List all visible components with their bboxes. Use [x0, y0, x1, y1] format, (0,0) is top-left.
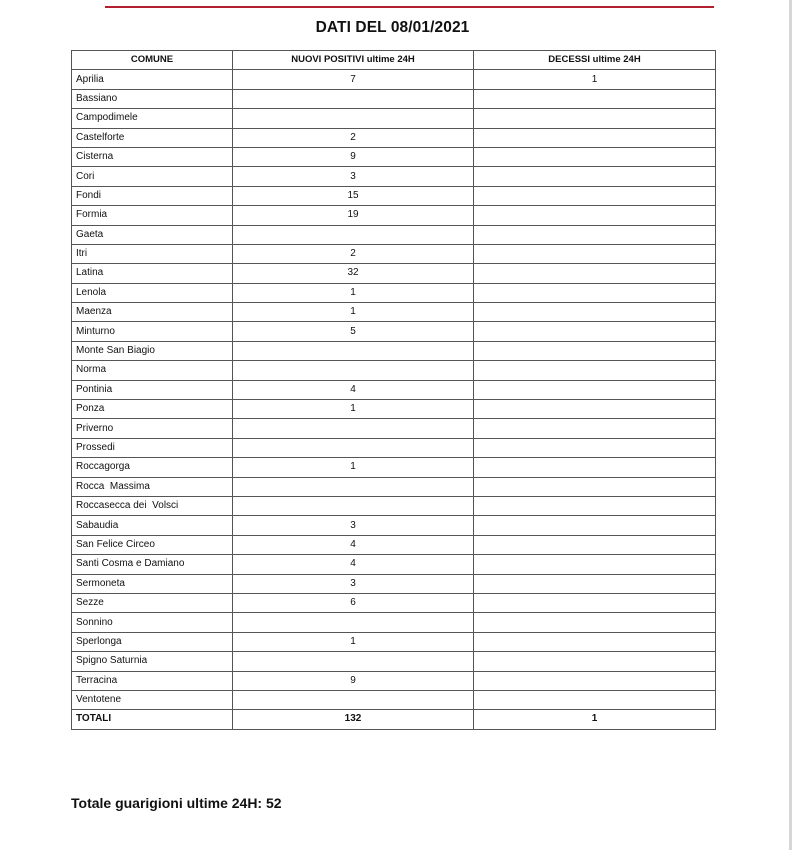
nuovi-positivi-cell: 15 [233, 186, 474, 205]
nuovi-positivi-cell [233, 690, 474, 709]
nuovi-positivi-cell: 7 [233, 70, 474, 89]
comune-cell: Formia [72, 206, 233, 225]
comune-cell: Monte San Biagio [72, 341, 233, 360]
totals-label: TOTALI [72, 710, 233, 729]
nuovi-positivi-cell [233, 361, 474, 380]
comune-cell: Ponza [72, 400, 233, 419]
table-row [72, 613, 716, 632]
nuovi-positivi-cell: 4 [233, 555, 474, 574]
decessi-cell [474, 264, 716, 283]
nuovi-positivi-cell [233, 419, 474, 438]
comune-cell: Aprilia [72, 70, 233, 89]
comune-cell: Cori [72, 167, 233, 186]
decessi-cell [474, 419, 716, 438]
comune-cell: Roccasecca dei Volsci [72, 496, 233, 515]
decessi-cell [474, 574, 716, 593]
comune-cell: Priverno [72, 419, 233, 438]
nuovi-positivi-cell [233, 89, 474, 108]
decessi-cell [474, 477, 716, 496]
nuovi-positivi-cell: 1 [233, 458, 474, 477]
nuovi-positivi-cell: 6 [233, 593, 474, 612]
comune-cell: Spigno Saturnia [72, 652, 233, 671]
decessi-cell [474, 535, 716, 554]
table-row [72, 400, 716, 419]
decessi-cell [474, 671, 716, 690]
totals-decessi: 1 [474, 710, 716, 729]
nuovi-positivi-cell [233, 438, 474, 457]
comune-cell: Prossedi [72, 438, 233, 457]
decessi-cell [474, 496, 716, 515]
comune-cell: San Felice Circeo [72, 535, 233, 554]
nuovi-positivi-cell: 5 [233, 322, 474, 341]
decessi-cell [474, 186, 716, 205]
nuovi-positivi-cell [233, 225, 474, 244]
column-header-nuovi-positivi: NUOVI POSITIVI ultime 24H [233, 51, 474, 70]
table-row [72, 70, 716, 89]
header-rule [105, 6, 714, 8]
decessi-cell [474, 555, 716, 574]
nuovi-positivi-cell: 32 [233, 264, 474, 283]
table-row [72, 496, 716, 515]
nuovi-positivi-cell [233, 652, 474, 671]
nuovi-positivi-cell: 4 [233, 380, 474, 399]
table-row [72, 632, 716, 651]
covid-data-table [71, 50, 716, 730]
table-row [72, 361, 716, 380]
decessi-cell [474, 283, 716, 302]
comune-cell: Terracina [72, 671, 233, 690]
comune-cell: Sezze [72, 593, 233, 612]
nuovi-positivi-cell: 2 [233, 244, 474, 263]
nuovi-positivi-cell: 3 [233, 167, 474, 186]
nuovi-positivi-cell: 1 [233, 283, 474, 302]
decessi-cell [474, 380, 716, 399]
table-row [72, 516, 716, 535]
column-header-comune: COMUNE [72, 51, 233, 70]
table-row [72, 593, 716, 612]
table-row [72, 555, 716, 574]
recovered-summary: Totale guarigioni ultime 24H: 52 [71, 795, 282, 811]
decessi-cell [474, 361, 716, 380]
table-row [72, 264, 716, 283]
nuovi-positivi-cell [233, 477, 474, 496]
nuovi-positivi-cell [233, 341, 474, 360]
table-header-row [72, 51, 716, 70]
comune-cell: Sabaudia [72, 516, 233, 535]
comune-cell: Norma [72, 361, 233, 380]
table-row [72, 671, 716, 690]
table-row [72, 186, 716, 205]
decessi-cell [474, 225, 716, 244]
nuovi-positivi-cell: 3 [233, 516, 474, 535]
comune-cell: Rocca Massima [72, 477, 233, 496]
decessi-cell [474, 244, 716, 263]
column-header-decessi: DECESSI ultime 24H [474, 51, 716, 70]
nuovi-positivi-cell: 3 [233, 574, 474, 593]
table-row [72, 535, 716, 554]
table-row [72, 438, 716, 457]
totals-row [72, 710, 716, 729]
decessi-cell [474, 206, 716, 225]
table-row [72, 458, 716, 477]
table-row [72, 147, 716, 166]
decessi-cell [474, 147, 716, 166]
decessi-cell [474, 613, 716, 632]
nuovi-positivi-cell: 9 [233, 147, 474, 166]
decessi-cell [474, 690, 716, 709]
decessi-cell [474, 341, 716, 360]
decessi-cell [474, 593, 716, 612]
comune-cell: Roccagorga [72, 458, 233, 477]
nuovi-positivi-cell: 4 [233, 535, 474, 554]
table-row [72, 244, 716, 263]
decessi-cell [474, 167, 716, 186]
comune-cell: Sonnino [72, 613, 233, 632]
table-row [72, 380, 716, 399]
table-row [72, 322, 716, 341]
comune-cell: Itri [72, 244, 233, 263]
table-row [72, 167, 716, 186]
table-row [72, 109, 716, 128]
table-row [72, 128, 716, 147]
table-row [72, 89, 716, 108]
nuovi-positivi-cell: 9 [233, 671, 474, 690]
table-row [72, 341, 716, 360]
nuovi-positivi-cell: 1 [233, 400, 474, 419]
table-row [72, 690, 716, 709]
comune-cell: Santi Cosma e Damiano [72, 555, 233, 574]
nuovi-positivi-cell: 1 [233, 303, 474, 322]
decessi-cell [474, 89, 716, 108]
comune-cell: Gaeta [72, 225, 233, 244]
table-row [72, 283, 716, 302]
decessi-cell [474, 128, 716, 147]
nuovi-positivi-cell [233, 613, 474, 632]
comune-cell: Lenola [72, 283, 233, 302]
decessi-cell [474, 109, 716, 128]
table-row [72, 574, 716, 593]
totals-nuovi-positivi: 132 [233, 710, 474, 729]
decessi-cell [474, 322, 716, 341]
nuovi-positivi-cell: 2 [233, 128, 474, 147]
table-row [72, 477, 716, 496]
table-row [72, 225, 716, 244]
comune-cell: Cisterna [72, 147, 233, 166]
nuovi-positivi-cell: 1 [233, 632, 474, 651]
decessi-cell [474, 516, 716, 535]
decessi-cell [474, 652, 716, 671]
table-row [72, 206, 716, 225]
comune-cell: Pontinia [72, 380, 233, 399]
nuovi-positivi-cell [233, 109, 474, 128]
page-title: DATI DEL 08/01/2021 [315, 19, 470, 36]
comune-cell: Ventotene [72, 690, 233, 709]
comune-cell: Maenza [72, 303, 233, 322]
decessi-cell [474, 632, 716, 651]
comune-cell: Campodimele [72, 109, 233, 128]
table-row [72, 652, 716, 671]
decessi-cell: 1 [474, 70, 716, 89]
comune-cell: Bassiano [72, 89, 233, 108]
comune-cell: Castelforte [72, 128, 233, 147]
nuovi-positivi-cell [233, 496, 474, 515]
table-row [72, 419, 716, 438]
comune-cell: Latina [72, 264, 233, 283]
comune-cell: Sperlonga [72, 632, 233, 651]
comune-cell: Fondi [72, 186, 233, 205]
nuovi-positivi-cell: 19 [233, 206, 474, 225]
decessi-cell [474, 438, 716, 457]
comune-cell: Sermoneta [72, 574, 233, 593]
decessi-cell [474, 303, 716, 322]
decessi-cell [474, 400, 716, 419]
decessi-cell [474, 458, 716, 477]
comune-cell: Minturno [72, 322, 233, 341]
table-row [72, 303, 716, 322]
